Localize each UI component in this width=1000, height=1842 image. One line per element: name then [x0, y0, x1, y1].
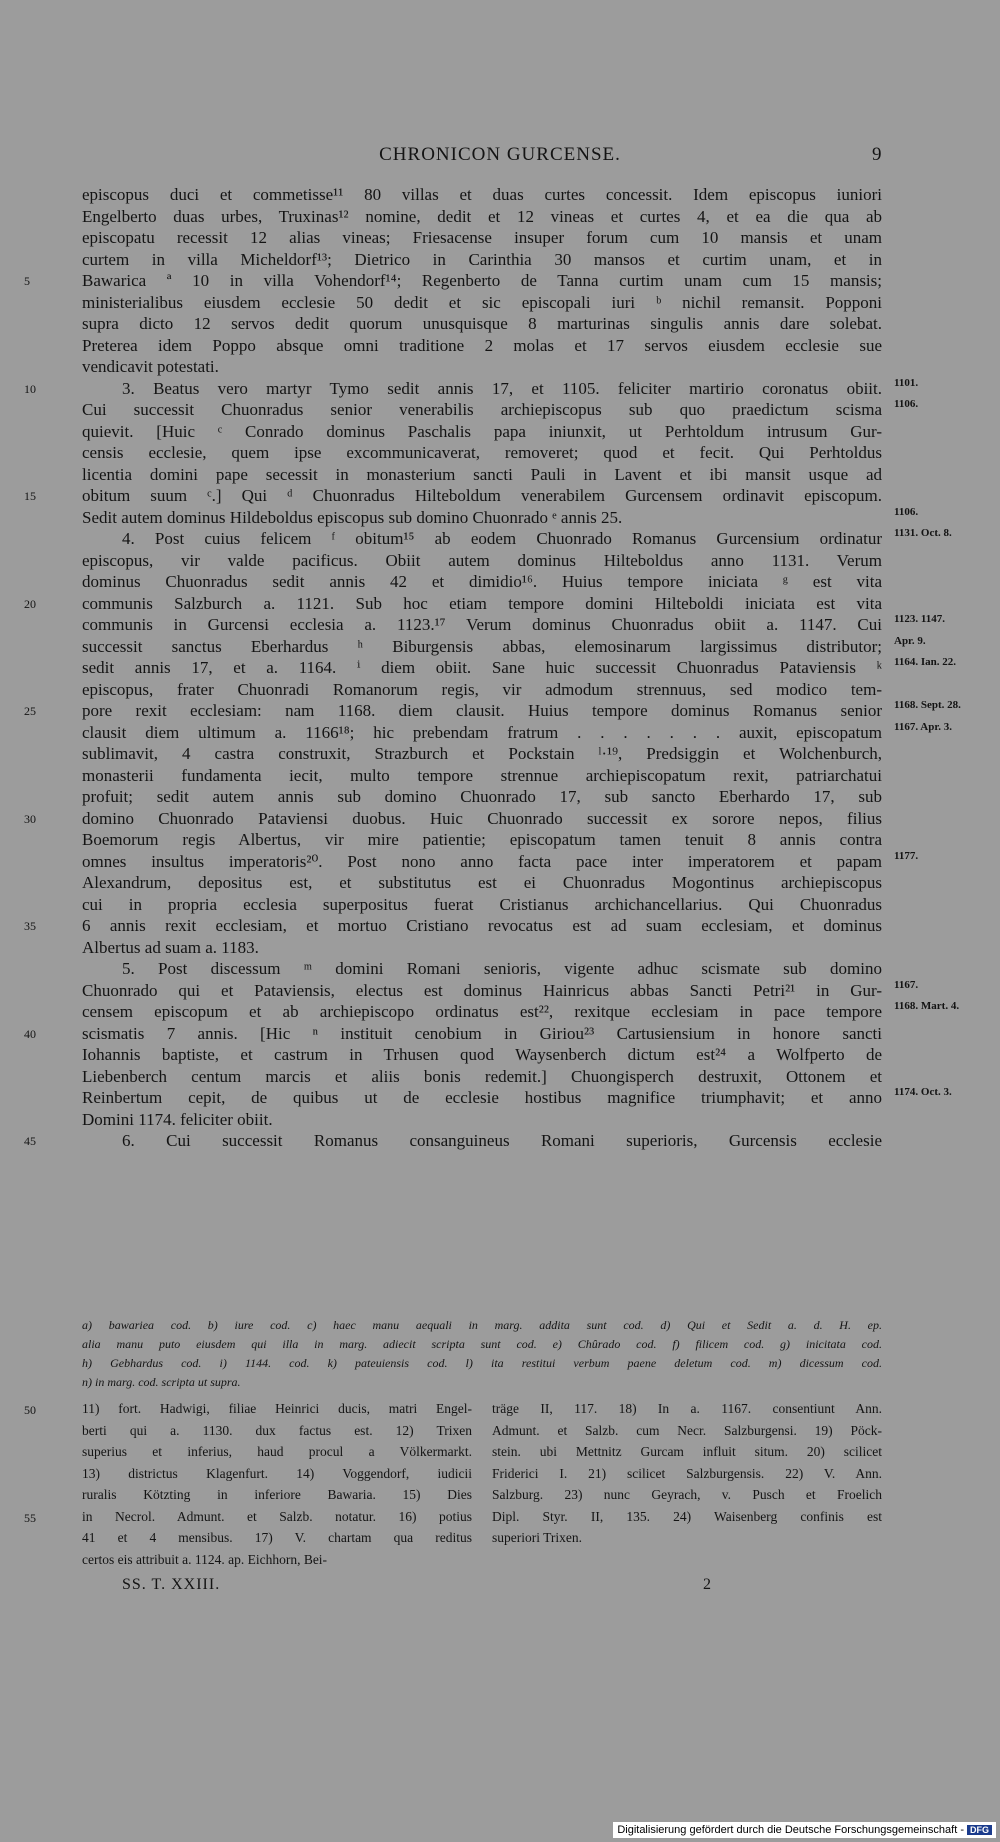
line-number: 10	[24, 381, 36, 396]
text-line	[82, 1044, 882, 1066]
text-line	[82, 550, 882, 572]
text-line	[82, 292, 882, 314]
note-line: Salzburg. 23) nunc Geyrach, v. Pusch et Froelich	[492, 1487, 882, 1502]
line-text: successit sanctus Eberhardus ʰ Biburgensis abbas, elemosinarum largissimus distributor;	[82, 636, 882, 656]
text-line	[82, 335, 882, 357]
note-text: berti qui a. 1130. dux factus est. 12) Trixen	[82, 1422, 472, 1438]
sheet-number: 2	[703, 1576, 711, 1593]
note-text: superius et inferius, haud procul a Völkermarkt.	[82, 1444, 472, 1459]
text-line	[82, 227, 882, 249]
line-text: clausit diem ultimum a. 1166¹⁸; hic prebendam fratrum . . . . . . . auxit, episcopatum	[82, 722, 882, 742]
text-line	[82, 1109, 882, 1131]
line-text: 6 annis rexit ecclesiam, et mortuo Cristiano revocatus est ad suam ecclesiam, et dominus	[82, 916, 882, 935]
line-text: obitum suum ᶜ.] Qui ᵈ Chuonradus Hilteboldum venerabilem Gurcensem ordinavit episcopum.	[82, 486, 882, 505]
line-text: pore rexit ecclesiam: nam 1168. diem clausit. Huius tempore dominus Romanus senior	[82, 701, 882, 720]
margin-date: 1101.	[894, 376, 919, 389]
note-line: Friderici I. 21) scilicet Salzburgensis. 22) V. Ann.	[492, 1465, 882, 1481]
note-line	[24, 1398, 472, 1420]
notes-right-column	[492, 1398, 882, 1549]
line-text: sublimavit, 4 castra construxit, Strazburch et Pockstain ˡ·¹⁹, Predsiggin et Wolchenburch,	[82, 744, 882, 763]
line-text: vendicavit potestati.	[82, 357, 219, 376]
note-text: 13) districtus Klagenfurt. 14) Voggendorf, iudicii	[82, 1465, 472, 1481]
page-number: 9	[872, 144, 882, 165]
line-text: Liebenberch centum marcis et aliis bonis redemit.] Chuongisperch destruxit, Ottonem et	[82, 1066, 882, 1086]
line-text: 3. Beatus vero martyr Tymo sedit annis 17, et 1105. feliciter martirio coronatus obiit.	[122, 378, 882, 398]
margin-date: 1167.	[894, 978, 919, 991]
margin-date: 1123. 1147.	[894, 613, 946, 625]
text-line	[82, 421, 882, 443]
line-text: Sedit autem dominus Hildeboldus episcopus sub domino Chuonrado ᵉ annis 25.	[82, 507, 623, 527]
note-line	[82, 1420, 472, 1442]
note-line	[82, 1463, 472, 1485]
line-text: monasterii fundamenta iecit, multo tempore strennue archiepiscopatum rexit, patriarchatui	[82, 765, 882, 785]
apparatus-line: n) in marg. cod. scripta ut supra.	[82, 1375, 241, 1389]
margin-date: 1168. Mart. 4.	[894, 1000, 960, 1012]
note-line	[82, 1484, 472, 1506]
margin-date: 1177.	[894, 849, 919, 862]
text-line	[82, 613, 946, 636]
margin-date: 1131. Oct. 8.	[894, 527, 952, 539]
line-text: omnes insultus imperatoris²⁰. Post nono anno facta pace inter imperatorem et papam	[82, 851, 882, 871]
line-text: sedit annis 17, et a. 1164. ⁱ diem obiit. Sane huic successit Chuonradus Pataviensis ᵏ	[82, 658, 882, 677]
note-text: 41 et 4 mensibus. 17) V. chartam qua reditus	[82, 1530, 472, 1545]
text-line	[82, 1066, 882, 1088]
text-line	[82, 1086, 952, 1109]
line-text: Preterea idem Poppo absque omni traditione 2 molas et 17 servos eiusdem ecclesie sue	[82, 335, 882, 355]
line-number: 50	[24, 1403, 36, 1417]
note-text: 11) fort. Hadwigi, filiae Heinrici ducis, matri Engel-	[82, 1401, 472, 1416]
text-line	[24, 376, 919, 400]
line-text: supra dicto 12 servos dedit quorum unusquisque 8 marturinas singulis annis dare solebat.	[82, 314, 882, 333]
main-text	[24, 184, 961, 1152]
text-line	[82, 571, 882, 593]
text-line	[82, 634, 926, 658]
text-line	[24, 270, 882, 292]
text-line	[82, 505, 919, 529]
text-line	[24, 485, 882, 507]
line-text: 6. Cui successit Romanus consanguineus Romani superioris, Gurcensis ecclesie	[122, 1131, 882, 1150]
apparatus-line: alia manu puto eiusdem qui illa in marg. adiecit scripta sunt cod. e) Chûrado cod. f) filicem cod. g) inicitata cod.	[82, 1337, 882, 1351]
line-number: 5	[24, 274, 30, 288]
margin-date: 1106.	[894, 505, 919, 518]
margin-date: 1174. Oct. 3.	[894, 1086, 952, 1098]
note-line: Dipl. Styr. II, 135. 24) Waisenberg confinis est	[492, 1508, 882, 1524]
margin-date: 1168. Sept. 28.	[894, 699, 961, 711]
notes-left-column	[24, 1398, 472, 1570]
note-line: superiori Trixen.	[492, 1530, 583, 1545]
note-text: in Necrol. Admunt. et Salzb. notatur. 16) potius	[82, 1508, 472, 1524]
text-line	[82, 829, 882, 851]
line-number: 55	[24, 1510, 36, 1525]
text-line	[82, 872, 882, 894]
note-line: träge II, 117. 18) In a. 1167. consentiunt Ann.	[492, 1401, 882, 1416]
text-line	[82, 765, 882, 787]
apparatus-line: h) Gebhardus cod. i) 1144. cod. k) pateuiensis cod. l) ita restitui verbum paene deletum cod. m) dicessum cod.	[82, 1356, 882, 1370]
text-line	[82, 743, 882, 765]
text-line	[82, 442, 882, 464]
text-line	[82, 464, 882, 486]
note-text: certos eis attribuit a. 1124. ap. Eichhorn, Bei-	[82, 1551, 328, 1567]
text-line	[24, 1023, 882, 1045]
line-text: licentia domini pape secessit in monasterium sancti Pauli in Lavent et ibi mansit usque ad	[82, 464, 882, 484]
line-text: Alexandrum, depositus est, et substitutus est ei Chuonradus Mogontinus archiepiscopus	[82, 873, 882, 892]
line-number: 15	[24, 489, 36, 503]
text-line	[24, 699, 961, 722]
note-line: Admunt. et Salzb. cum Necr. Salzburgensi. 19) Pöck-	[492, 1422, 882, 1438]
text-line	[82, 206, 882, 228]
text-line	[82, 978, 919, 1002]
text-line	[82, 958, 882, 980]
text-line	[82, 249, 882, 271]
line-number: 20	[24, 596, 36, 611]
running-header-title: CHRONICON GURCENSE.	[379, 144, 621, 165]
line-text: scismatis 7 annis. [Hic ⁿ instituit cenobium in Giriou²³ Cartusiensium in honore sancti	[82, 1023, 882, 1043]
line-text: Iohannis baptiste, et castrum in Trhusen quod Waysenberch dictum est²⁴ a Wolfperto de	[82, 1045, 882, 1064]
margin-date: 1167. Apr. 3.	[894, 720, 952, 733]
line-text: Chuonrado qui et Pataviensis, electus est dominus Hainricus abbas Sancti Petri²¹ in Gur-	[82, 980, 882, 1000]
line-text: episcopus duci et commetisse¹¹ 80 villas et duas curtes concessit. Idem episcopus iuniori	[82, 185, 882, 204]
line-number: 35	[24, 919, 36, 933]
dfg-logo: DFG	[967, 1825, 992, 1835]
margin-date: 1164. Ian. 22.	[894, 656, 957, 668]
signature-mark: SS. T. XXIII.	[122, 1576, 221, 1593]
note-line	[82, 1549, 472, 1571]
line-text: Domini 1174. feliciter obiit.	[82, 1109, 273, 1129]
line-text: 4. Post cuius felicem ᶠ obitum¹⁵ ab eodem Chuonrado Romanus Gurcensium ordinatur	[122, 529, 882, 548]
line-number: 25	[24, 704, 36, 718]
line-text: Reinbertum cepit, de quibus ut de ecclesie hostibus magnifice triumphavit; et anno	[82, 1088, 882, 1107]
note-line: stein. ubi Mettnitz Gurcam influit situm. 20) scilicet	[492, 1444, 882, 1459]
line-text: episcopatu recessit 12 alias vineas; Friesacense insuper forum cum 10 mansis et unam	[82, 228, 882, 247]
line-text: ministerialibus eiusdem ecclesie 50 dedit et sic episcopali iuri ᵇ nichil remansit. Popponi	[82, 292, 882, 312]
line-text: profuit; sedit autem annis sub domino Chuonrado 17, sub sancto Eberhardo 17, sub	[82, 787, 882, 806]
digitization-credit	[613, 1822, 996, 1838]
line-text: domino Chuonrado Pataviensi duobus. Huic Chuonrado successit ex sorore nepos, filius	[82, 808, 882, 828]
text-line	[82, 720, 952, 744]
line-number: 45	[24, 1134, 36, 1148]
line-number: 40	[24, 1026, 36, 1041]
line-text: Engelberto duas urbes, Truxinas¹² nomine, dedit et 12 vineas et curtes 4, et ea die qua ab	[82, 206, 882, 226]
note-text: ruralis Kötzting in inferiore Bawaria. 15) Dies	[82, 1487, 472, 1502]
note-line	[24, 1506, 472, 1528]
line-text: episcopus, frater Chuonradi Romanorum regis, vir admodum strennuus, sed modico tem-	[82, 679, 882, 699]
line-text: Cui successit Chuonradus senior venerabilis archiepiscopus sub quo praedictum scisma	[82, 400, 882, 419]
line-number: 30	[24, 811, 36, 826]
text-line	[82, 656, 957, 679]
line-text: 5. Post discessum ᵐ domini Romani senioris, vigente adhuc scismate sub domino	[122, 959, 882, 978]
line-text: Bawarica ª 10 in villa Vohendorf¹⁴; Regenberto de Tanna curtim unam cum 15 mansis;	[82, 271, 882, 290]
text-line	[24, 593, 882, 615]
text-line	[82, 937, 882, 959]
text-line	[82, 398, 919, 421]
margin-date: Apr. 9.	[894, 634, 926, 647]
note-line	[82, 1527, 472, 1549]
line-text: cui in propria ecclesia superpositus fuerat Cristianus archichancellarius. Qui Chuonradus	[82, 894, 882, 914]
text-line	[82, 894, 882, 916]
text-line	[82, 679, 882, 701]
line-text: censem episcopum et ab archiepiscopo ordinatus est²², rexitque ecclesiam in pace tempore	[82, 1002, 882, 1021]
line-text: censis ecclesie, quem ipse excommunicaverat, removeret; quod et fecit. Qui Perhtoldus	[82, 443, 882, 462]
line-text: curtem in villa Micheldorf¹³; Dietrico in Carinthia 30 mansos et curtim unam, et in	[82, 249, 882, 269]
text-line	[82, 1000, 960, 1023]
credit-text: Digitalisierung gefördert durch die Deutsche Forschungsgemeinschaft -	[617, 1824, 964, 1836]
critical-apparatus	[82, 1316, 882, 1392]
note-line	[82, 1441, 472, 1463]
apparatus-line: a) bawariea cod. b) iure cod. c) haec manu aequali in marg. addita sunt cod. d) Qui et Sedit a. d. H. ep.	[82, 1318, 882, 1332]
line-text: quievit. [Huic ᶜ Conrado dominus Paschalis papa iniunxit, ut Perhtoldum intrusum Gur-	[82, 421, 882, 441]
text-line	[82, 786, 882, 808]
line-text: Boemorum regis Albertus, vir mire patientie; episcopatum tamen tenuit 8 annis contra	[82, 830, 882, 849]
text-line	[82, 313, 882, 335]
line-text: Albertus ad suam a. 1183.	[82, 937, 259, 957]
margin-date: 1106.	[894, 398, 919, 410]
text-line	[24, 808, 882, 830]
text-line	[82, 184, 882, 206]
text-line	[82, 527, 952, 550]
text-line	[82, 849, 919, 873]
line-text: communis in Gurcensi ecclesia a. 1123.¹⁷ Verum dominus Chuonradus obiit a. 1147. Cui	[82, 615, 882, 634]
text-line	[82, 356, 882, 378]
line-text: dominus Chuonradus sedit annis 42 et dimidio¹⁶. Huius tempore iniciata ᵍ est vita	[82, 572, 882, 591]
line-text: episcopus, vir valde pacificus. Obiit autem dominus Hilteboldus anno 1131. Verum	[82, 550, 882, 570]
text-line	[24, 1130, 882, 1152]
text-line	[24, 915, 882, 937]
line-text: communis Salzburch a. 1121. Sub hoc etiam tempore domini Hilteboldi iniciata est vita	[82, 593, 882, 613]
